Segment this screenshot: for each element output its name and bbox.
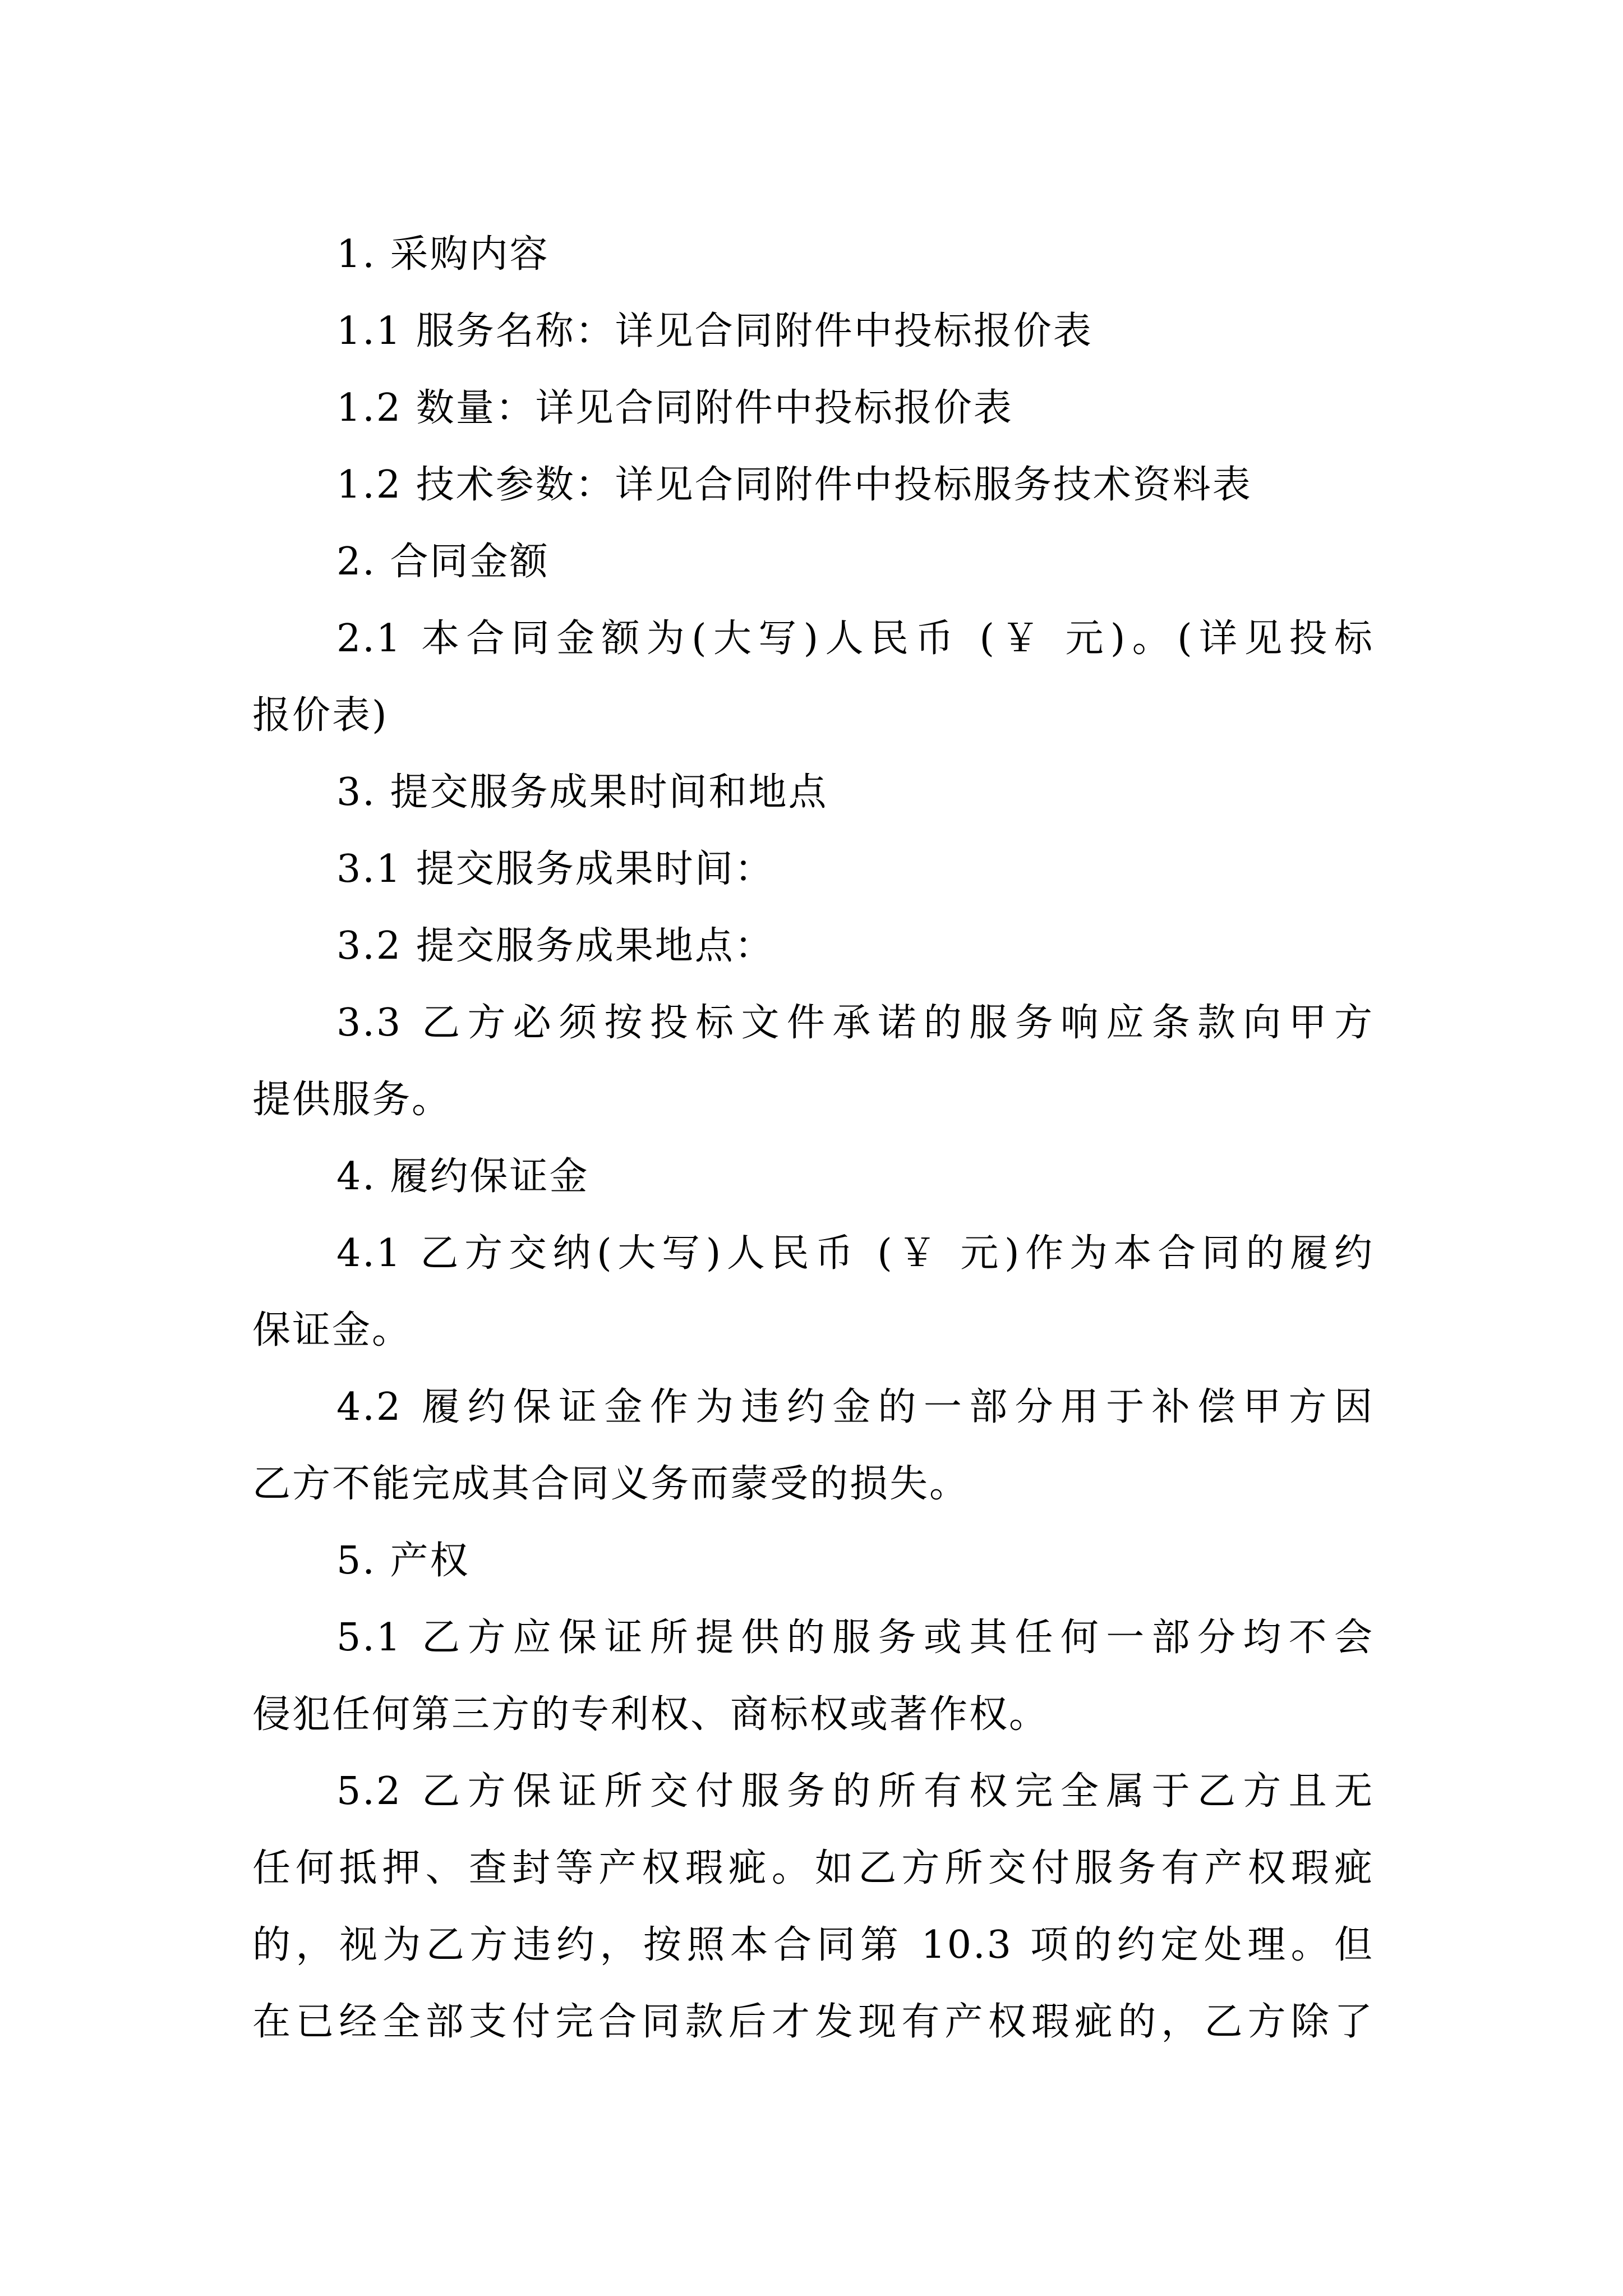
text-line: 4.1 乙方交纳(大写)人民币 (￥ 元)作为本合同的履约	[336, 1231, 1374, 1276]
text-line: 3. 提交服务成果时间和地点	[336, 770, 828, 815]
text-line: 2.1 本合同金额为(大写)人民币 (￥ 元)。(详见投标	[336, 616, 1374, 661]
text-line: 1. 采购内容	[336, 232, 550, 277]
text-line: 4.2 履约保证金作为违约金的一部分用于补偿甲方因	[336, 1385, 1374, 1429]
text-line: 3.3 乙方必须按投标文件承诺的服务响应条款向甲方	[336, 1001, 1374, 1045]
text-line: 的，视为乙方违约，按照本合同第 10.3 项的约定处理。但	[252, 1923, 1374, 1967]
text-line: 3.2 提交服务成果地点：	[336, 924, 774, 968]
text-line: 3.1 提交服务成果时间：	[336, 847, 774, 891]
text-line: 保证金。	[252, 1308, 412, 1352]
text-line: 5. 产权	[336, 1539, 470, 1583]
text-line: 2. 合同金额	[336, 540, 550, 584]
contract-body	[252, 216, 1374, 2060]
text-line: 乙方不能完成其合同义务而蒙受的损失。	[252, 1462, 970, 1506]
text-line: 5.2 乙方保证所交付服务的所有权完全属于乙方且无	[336, 1769, 1374, 1814]
text-line: 1.2 技术参数：详见合同附件中投标服务技术资料表	[336, 463, 1252, 507]
text-line: 提供服务。	[252, 1078, 452, 1122]
text-line: 5.1 乙方应保证所提供的服务或其任何一部分均不会	[336, 1616, 1374, 1660]
text-line: 任何抵押、查封等产权瑕疵。如乙方所交付服务有产权瑕疵	[252, 1846, 1374, 1890]
text-line: 侵犯任何第三方的专利权、商标权或著作权。	[252, 1692, 1049, 1737]
text-line: 4. 履约保证金	[336, 1154, 589, 1199]
text-line: 1.1 服务名称：详见合同附件中投标报价表	[336, 309, 1093, 353]
text-line: 1.2 数量：详见合同附件中投标报价表	[336, 386, 1013, 430]
text-line: 在已经全部支付完合同款后才发现有产权瑕疵的，乙方除了	[252, 2000, 1374, 2044]
text-line: 报价表)	[252, 693, 389, 738]
